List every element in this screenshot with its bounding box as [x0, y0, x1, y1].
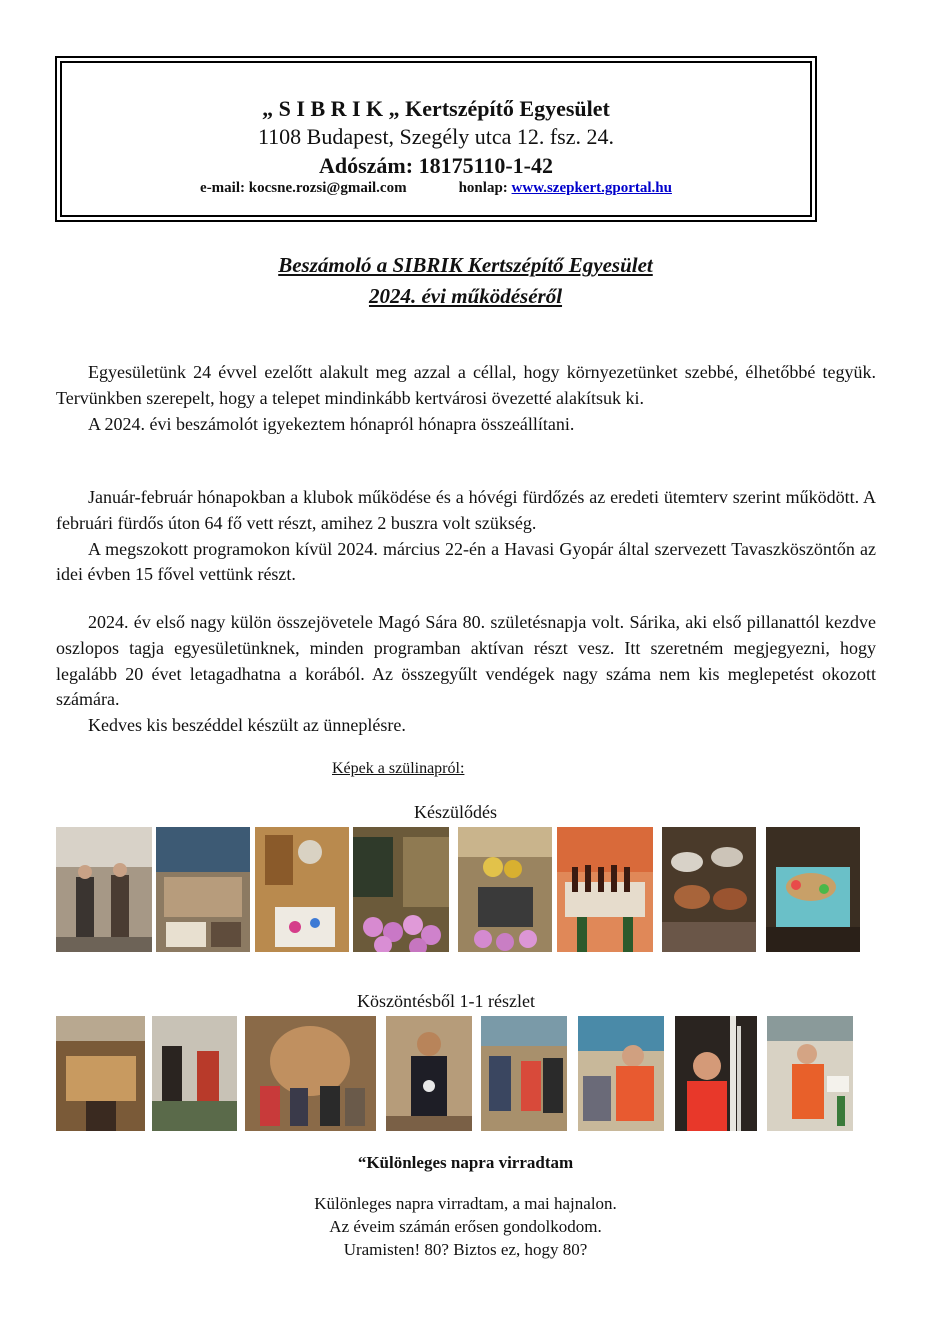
paragraph-6: Kedves kis beszéddel készült az ünneplésre. — [88, 715, 406, 736]
poem-line-1: Különleges napra virradtam, a mai hajnalon. — [314, 1194, 617, 1213]
photo-prep-8 — [766, 827, 860, 952]
photo-greeting-1 — [56, 1016, 145, 1131]
paragraph-4: A megszokott programokon kívül 2024. március 22-én a Havasi Gyopár által szervezett Tavaszköszöntőn az idei évben 15 fővel vettünk részt. — [56, 538, 876, 585]
photo-prep-2 — [156, 827, 250, 952]
paragraph-1: Egyesületünk 24 évvel ezelőtt alakult meg azzal a céllal, hogy környezetünket szebbé, élhetőbbé tegyük. Tervünkben szerepelt, hogy a telepet mindinkább kertvárosi övezetté alakítsuk ki. — [56, 362, 876, 408]
photo-greeting-7 — [675, 1016, 757, 1131]
paragraph-birthday — [56, 610, 876, 739]
email-text: e-mail: kocsne.rozsi@gmail.com — [200, 180, 407, 196]
org-name: „ S I B R I K „ Kertszépítő Egyesület — [262, 96, 610, 121]
org-address: 1108 Budapest, Szegély utca 12. fsz. 24. — [258, 124, 614, 149]
paragraph-3: Január-február hónapokban a klubok működése és a hóvégi fürdőzés az eredeti ütemterv szerint működött. A februári fürdős úton 64 fő vett részt, amihez 2 buszra volt szükség. — [56, 487, 876, 533]
contact-line — [57, 180, 815, 197]
letterhead-box — [55, 56, 817, 222]
photo-greeting-3 — [245, 1016, 376, 1131]
photo-greeting-8 — [767, 1016, 853, 1131]
paragraph-5: 2024. év első nagy külön összejövetele Magó Sára 80. születésnapja volt. Sárika, aki első pillanattól kezdve oszlopos tagja egyesületünknek, minden programban aktívan részt vesz. Itt szeretném megjegyezni, hogy legalább 20 évet letagadhatna a korából. Az összegyűlt vendégek nagy száma nem kis meglepetést okozott számára. — [56, 612, 876, 710]
photo-prep-5 — [458, 827, 552, 952]
website-label: honlap: — [458, 180, 508, 196]
photo-greeting-4 — [386, 1016, 472, 1131]
caption-greetings: Köszöntésből 1-1 részlet — [357, 991, 535, 1011]
poem-line-3: Uramisten! 80? Biztos ez, hogy 80? — [343, 1240, 588, 1259]
photo-prep-7 — [662, 827, 756, 952]
photo-prep-3 — [255, 827, 349, 952]
photo-greeting-2 — [152, 1016, 237, 1131]
paragraph-winter — [56, 485, 876, 588]
caption-preparation: Készülődés — [414, 802, 497, 822]
report-title-line2: 2024. évi működéséről — [368, 284, 563, 308]
photo-prep-1 — [56, 827, 152, 952]
paragraph-intro — [56, 360, 876, 437]
photo-greeting-5 — [481, 1016, 567, 1131]
paragraph-2: A 2024. évi beszámolót igyekeztem hónapról hónapra összeállítani. — [88, 413, 575, 434]
poem-title: “Különleges napra virradtam — [357, 1153, 574, 1172]
poem-line-2: Az éveim számán erősen gondolkodom. — [329, 1217, 602, 1236]
report-title-line1: Beszámoló a SIBRIK Kertszépítő Egyesület — [278, 253, 653, 277]
org-tax-number: Adószám: 18175110-1-42 — [318, 153, 554, 178]
photo-prep-4 — [353, 827, 449, 952]
photo-greeting-6 — [578, 1016, 664, 1131]
photo-prep-6 — [557, 827, 653, 952]
photos-heading: Képek a szülinapról: — [332, 760, 465, 777]
website-link[interactable]: www.szepkert.gportal.hu — [511, 180, 672, 196]
